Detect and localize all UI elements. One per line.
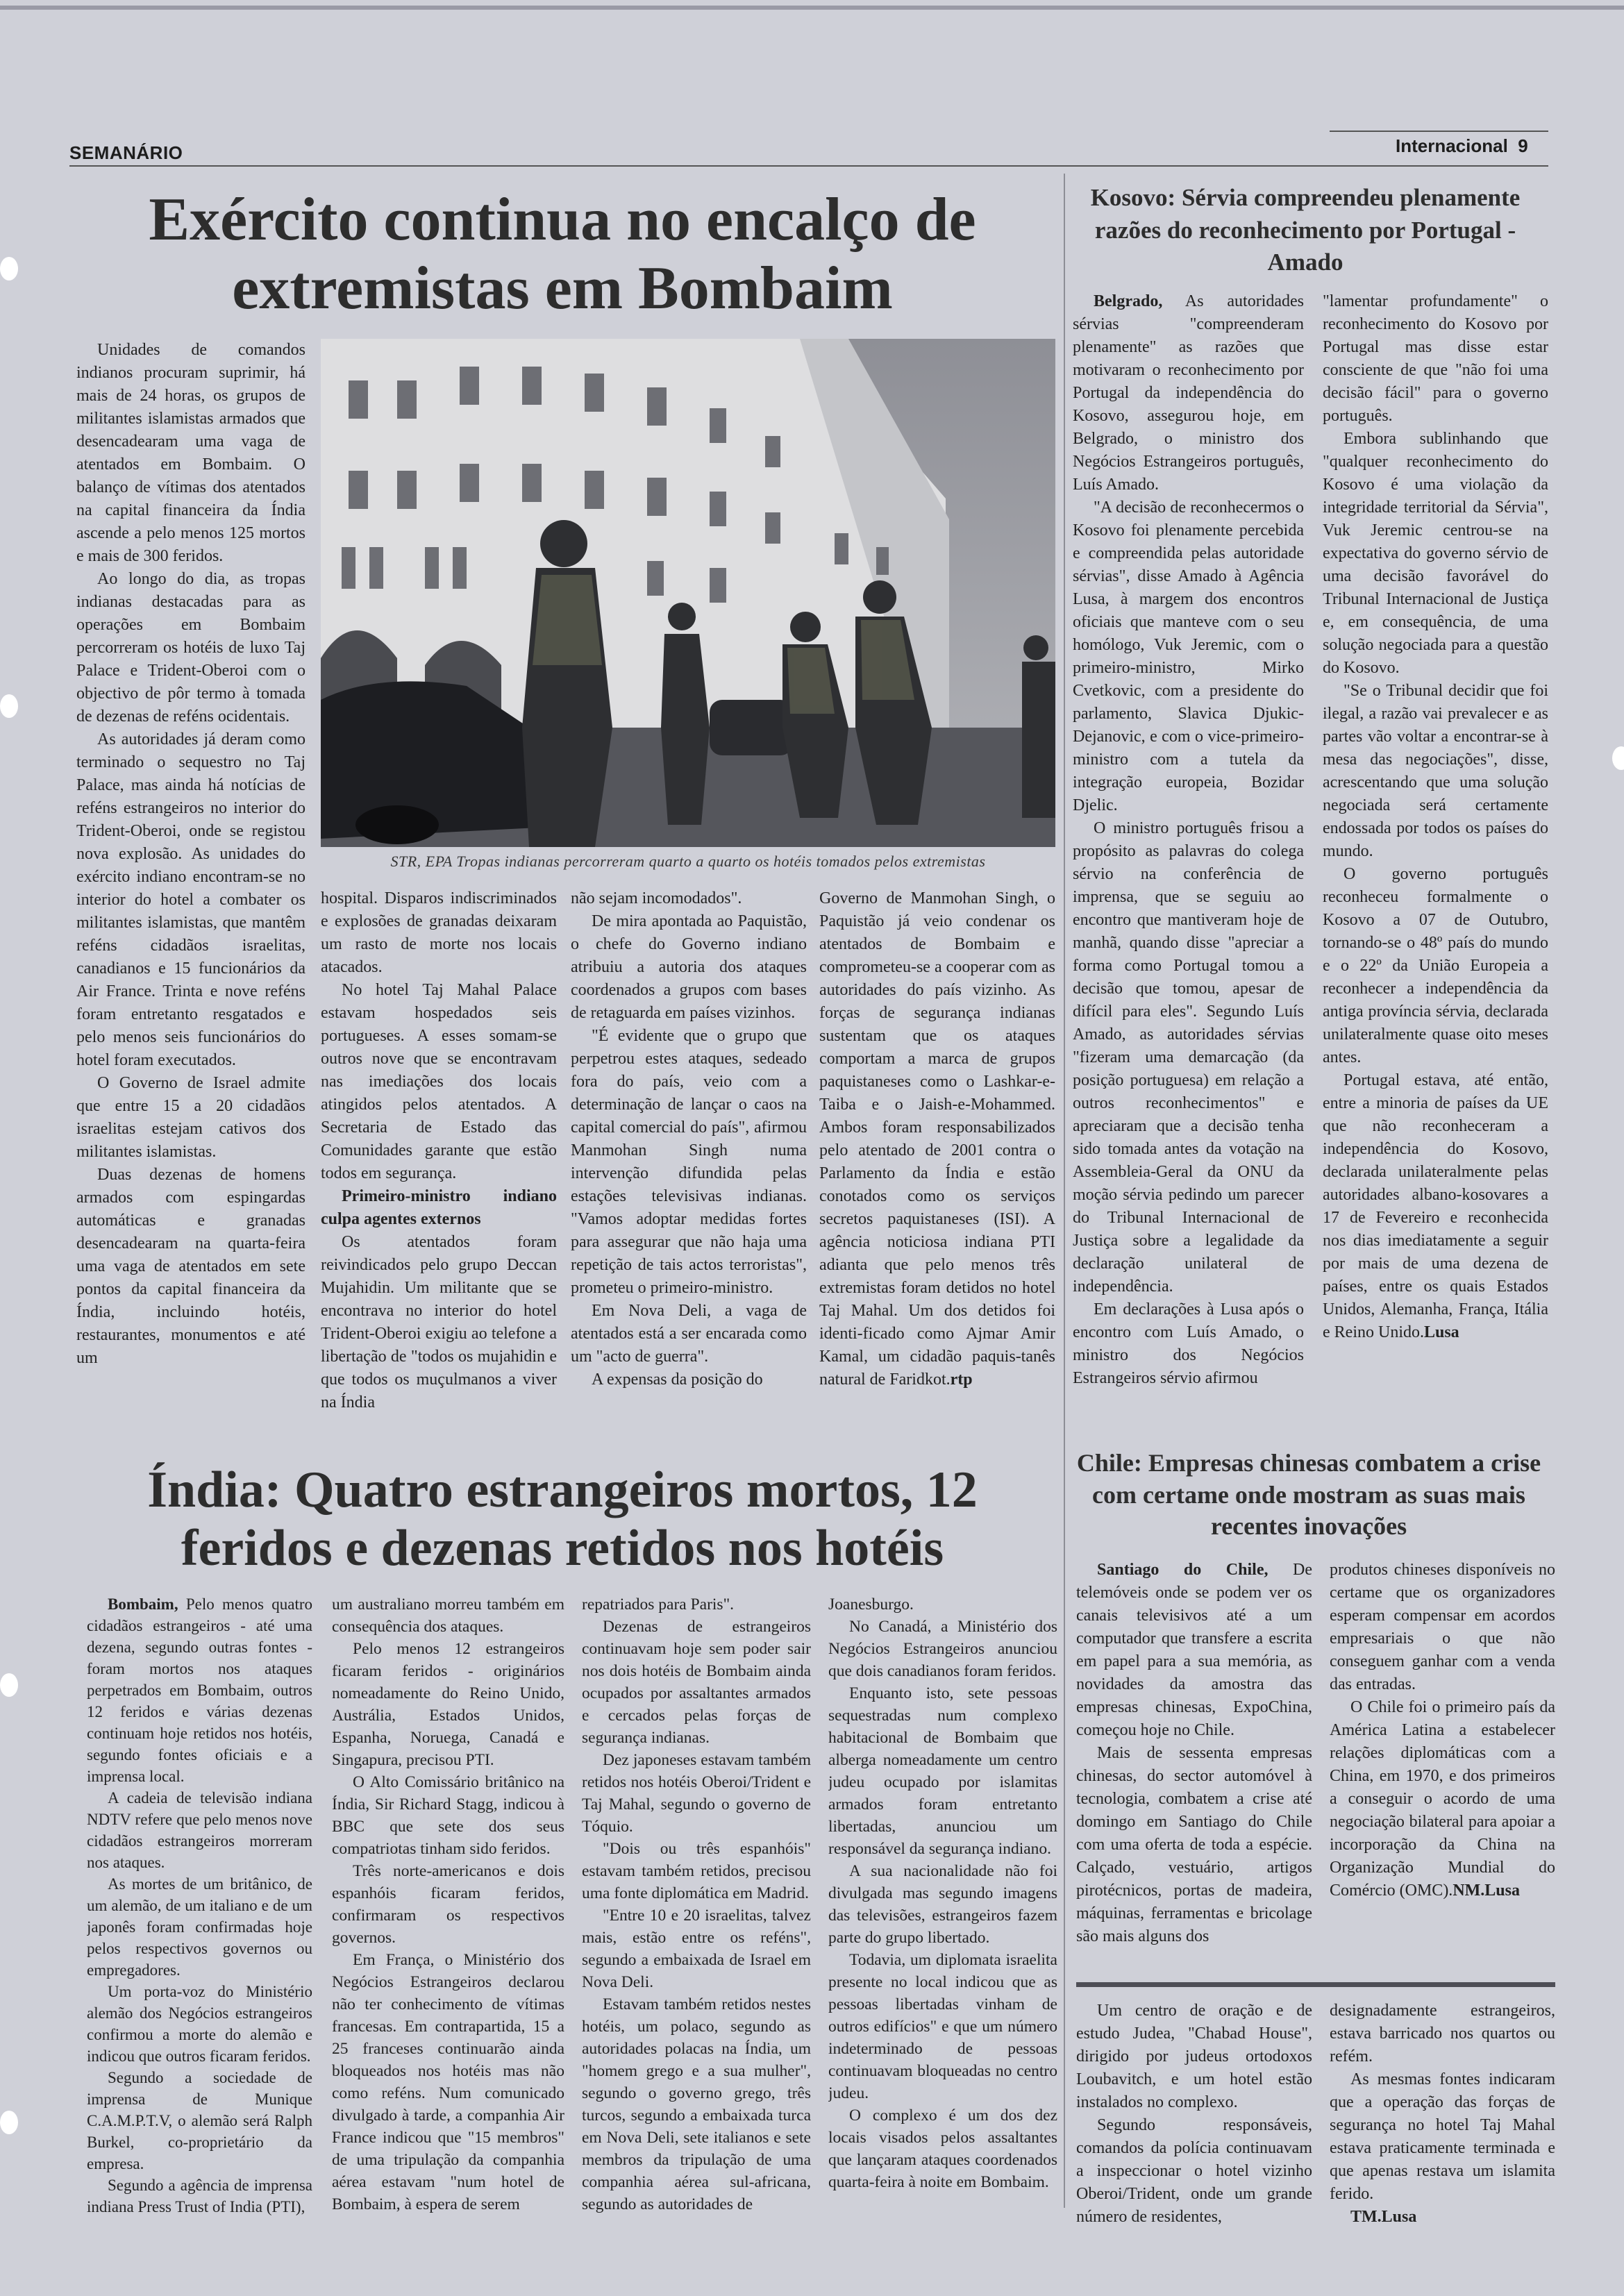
paragraph: Joanesburgo. [828,1595,914,1614]
paragraph: Duas dezenas de homens armados com espingardas automáticas e granadas desencadearam na quarta-feira uma vaga de atentados em sete pontos da capital financeira da Índia, incluindo hotéis, restaurantes, monumentos e até um [76,1166,305,1367]
paragraph: As mortes de um britânico, de um alemão, de um italiano e de um japonês foram confirmadas hoje pelos respectivos governos ou empregadores. [87,1875,312,1979]
publication-name: SEMANÁRIO [69,142,183,163]
paragraph: Segundo responsáveis, comandos da polícia continuavam a inspeccionar o hotel vizinho Oberoi/Trident, onde um grande número de residentes, [1076,2116,1312,2226]
paragraph: Santiago do Chile, De telemóveis onde se podem ver os canais televisivos até a um computador que transfere a escrita em papel para a sua memória, as novidades da amostra das empresas chinesas, ExpoChina, começou hoje no Chile. [1076,1561,1312,1739]
punch-hole [0,1673,18,1697]
paragraph: A sua nacionalidade não foi divulgada mas segundo imagens das televisões, estrangeiros fazem parte do grupo libertado. [828,1862,1057,1947]
paragraph: Dez japoneses estavam também retidos nos hotéis Oberoi/Trident e Taj Mahal, segundo o governo de Tóquio. [582,1751,811,1836]
paragraph: Segundo a agência de imprensa indiana Press Trust of India (PTI), [87,2177,312,2215]
paragraph: Embora sublinhando que "qualquer reconhecimento do Kosovo é uma violação da integridade territorial da Sérvia", Vuk Jeremic centrou-se na expectativa do governo sérvio de uma decisão favorável do Tribunal Internacional de Justiça e, em consequência, de uma solução negociada para a questão do Kosovo. [1323,430,1548,677]
kosovo-headline: Kosovo: Sérvia compreendeu plenamente razões do reconhecimento por Portugal - Amado [1090,184,1521,276]
agency-credit: rtp [950,1371,973,1389]
article-column [321,887,557,1464]
paragraph: Estavam também retidos nestes hotéis, um polaco, segundo as autoridades polacas na Índia, um "homem grego e a sua mulher", segundo o governo grego, três turcos, segundo a embaixada turca em Nova Deli, sete italianos e sete membros da tripulação de uma companhia aérea sul-africana, segundo as autoridades de [582,1995,811,2213]
paragraph: "Dois ou três espanhóis" estavam também retidos, precisou uma fonte diplomática em Madrid. [582,1840,811,1902]
agency-credit: Lusa [1423,1323,1459,1341]
paragraph: Mais de sessenta empresas chinesas, do sector automóvel à tecnologia, combatem a crise até domingo em Santiago do Chile com uma oferta de toda a espécie. Calçado, vestuário, artigos pirotécnicos, portas de madeira, máquinas, ferramentas e bricolage são mais alguns dos [1076,1744,1312,1945]
paragraph: O ministro português frisou a propósito as palavras do colega sérvio na conferência de imprensa, que se seguiu ao encontro que mantiveram hoje de manhã, quando disse "apreciar a forma como Portugal tomou a decisão que tomou, apesar de difícil para eles". Segundo Luís Amado, as autoridades sérvias "fizeram uma demarcação (da posição portuguesa) em relação a outros reconhecimentos" e apreciaram que a decisão tenha sido tomada antes da votação na Assembleia-Geral da ONU da moção sérvia pedindo um parecer do Tribunal Internacional de Justiça sobre a legalidade da declaração unilateral de independência. [1073,819,1304,1296]
paragraph: "Se o Tribunal decidir que foi ilegal, a razão vai prevalecer e as partes vão voltar a encontrar-se à mesa das negociações", disse, acrescentando que uma solução negociada será certamente endossada por todos os países do mundo. [1323,682,1548,860]
paragraph: No hotel Taj Mahal Palace estavam hospedados seis portugueses. A esses somam-se outros nove que se encontravam nas imediações dos locais atingidos pelos atentados. A Secretaria de Estado das Comunidades garante que estão todos em segurança. [321,981,557,1182]
punch-hole [0,694,18,718]
chile-headline: Chile: Empresas chinesas combatem a crise com certame onde mostram as suas mais recentes inovações [1076,1449,1541,1541]
article-column [87,1593,312,2246]
paragraph: produtos chineses disponíveis no certame que os organizadores esperam compensar em acordos empresariais o que não conseguem ganhar com a venda das entradas. [1330,1561,1555,1693]
paragraph: As autoridades já deram como terminado o sequestro no Taj Palace, mas ainda há notícias de reféns estrangeiros no interior do Trident-Oberoi, onde se registou nova explosão. As unidades do exército indiano encontram-se no interior do hotel a combater os militantes islamistas, que mantêm reféns cidadãos israelitas, canadianos e 15 funcionários da Air France. Trinta e nove reféns foram entretanto resgatados e pelo menos seis funcionários do hotel foram executados. [76,730,305,1069]
article-column [819,887,1055,1464]
article-column [571,887,807,1464]
paragraph: O Governo de Israel admite que entre 15 a 20 cidadãos israelitas estejam cativos dos militantes islamistas. [76,1074,305,1161]
paragraph: O Chile foi o primeiro país da América Latina a estabelecer relações diplomáticas com a China, em 1970, e dos primeiros a conseguir o acordo de uma negociação bilateral para apoiar a incorporação da China na Organização Mundial do Comércio (OMC).NM.Lusa [1330,1698,1555,1900]
article-column [1076,2000,1312,2243]
paragraph: A cadeia de televisão indiana NDTV refere que pelo menos nove cidadãos estrangeiros morreram nos ataques. [87,1789,312,1871]
article-photo [321,339,1055,847]
paragraph: Em França, o Ministério dos Negócios Estrangeiros declarou não ter conhecimento de vítimas francesas. Em contrapartida, 15 a 25 franceses continuarão ainda bloqueados nos hotéis mas não como reféns. Num comunicado divulgado à tarde, a companhia Air France indicou que "15 membros" de uma tripulação da companhia aérea estavam "num hotel de Bombaim, à espera de serem [332,1951,564,2213]
paragraph: "A decisão de reconhecermos o Kosovo foi plenamente percebida e compreendida pelas autoridade sérvias", disse Amado à Agência Lusa, à margem dos encontros oficiais que manteve com o seu homólogo, Vuk Jeremic, com o primeiro-ministro, Mirko Cvetkovic, com a presidente do parlamento, Slavica Djukic-Dejanovic, e com o vice-primeiro-ministro com a tutela da integração europeia, Bozidar Djelic. [1073,498,1304,814]
paragraph: Belgrado, As autoridades sérvias "compreenderam plenamente" as razões que motivaram o reconhecimento por Portugal da independência do Kosovo, assegurou hoje, em Belgrado, o ministro dos Negócios Estrangeiros português, Luís Amado. [1073,292,1304,494]
agency-credit: NM.Lusa [1453,1882,1520,1900]
article-column [582,1593,811,2246]
punch-hole [1612,746,1624,770]
paragraph: um australiano morreu também em consequência dos ataques. [332,1595,564,1636]
paragraph: Três norte-americanos e dois espanhóis ficaram feridos, confirmaram os respectivos governos. [332,1862,564,1947]
article-column [1330,2000,1555,2243]
paragraph: designadamente estrangeiros, estava barricado nos quartos ou refém. [1330,2002,1555,2065]
paragraph: Em declarações à Lusa após o encontro com Luís Amado, o ministro dos Negócios Estrangeiros sérvio afirmou [1073,1300,1304,1387]
photo-caption: STR, EPA Tropas indianas percorreram quarto a quarto os hotéis tomados pelos extremistas [390,853,986,870]
section-name: Internacional [1396,135,1508,156]
article-column [828,1593,1057,2246]
story-separator [1076,1982,1555,1987]
paragraph: Todavia, um diplomata israelita presente no local indicou que as pessoas libertadas vinham de outros edifícios" e que um número indeterminado de pessoas continuavam bloqueadas no centro judeu. [828,1951,1057,2102]
page-number: 9 [1518,135,1528,156]
paragraph: O governo português reconheceu formalmente o Kosovo a 07 de Outubro, tornando-se o 48º país do mundo e o 22º da União Europeia a reconhecer a independência da antiga província sérvia, declarada unilateralmente quase oito meses antes. [1323,865,1548,1066]
paragraph: Um centro de oração e de estudo Judea, "Chabad House", dirigido por judeus ortodoxos Loubavitch, e um hotel estão instalados no complexo. [1076,2002,1312,2111]
subheading: Primeiro-ministro indiano culpa agentes externos [321,1187,557,1228]
paragraph: "lamentar profundamente" o reconhecimento do Kosovo por Portugal mas disse estar consciente de que "não foi uma decisão fácil" para o governo português. [1323,292,1548,425]
paragraph: De mira apontada ao Paquistão, o chefe do Governo indiano atribuiu a autoria dos ataques coordenados a grupos com bases de retaguarda em países vizinhos. [571,912,807,1022]
article-column [76,339,305,1464]
paragraph: não sejam incomodados". [571,889,742,907]
paragraph: No Canadá, a Ministério dos Negócios Estrangeiros anunciou que dois canadianos foram feridos. [828,1618,1057,1680]
paragraph: As mesmas fontes indicaram que a operação das forças de segurança no hotel Taj Mahal estava praticamente terminada e que apenas restava um islamita ferido. [1330,2070,1555,2203]
punch-hole [0,2111,18,2134]
header-rule [1330,131,1548,132]
paragraph: Governo de Manmohan Singh, o Paquistão já veio condenar os atentados de Bombaim e comprometeu-se a cooperar com as autoridades do país vizinho. As forças de segurança indianas sustentam que os ataques comportam a marca de grupos paquistaneses como o Lashkar-e-Taiba e o Jaish-e-Mohammed. Ambos foram responsabilizados pelo atentado de 2001 contra o Parlamento da Índia e estão conotados como os serviços secretos paquistaneses (ISI). A agência noticiosa indiana PTI adianta que pelo menos três extremistas foram detidos no hotel Taj Mahal. Um dos detidos foi identi-ficado como Ajmar Amir Kamal, um cidadão paquis-tanês natural de Faridkot.rtp [819,889,1055,1389]
article-column [1076,1559,1312,1975]
paragraph: Um porta-voz do Ministério alemão dos Negócios estrangeiros confirmou a morte do alemão e indicou que outros ficaram feridos. [87,1983,312,2065]
paragraph: repatriados para Paris". [582,1595,735,1614]
paragraph: A expensas da posição do [592,1371,763,1389]
paragraph: Os atentados foram reivindicados pelo grupo Deccan Mujahidin. Um militante que se encontrava no interior do hotel Trident-Oberoi exigiu ao telefone a libertação de "todos os mujahidin e que todos os muçulmanos a viver na Índia [321,1233,557,1411]
paragraph: O Alto Comissário britânico na Índia, Sir Richard Stagg, indicou à BBC que sete dos seus compatriotas tinham sido feridos. [332,1773,564,1858]
main-headline: Exército continua no encalço de extremistas em Bombaim [149,186,976,322]
paragraph: Portugal estava, até então, entre a minoria de países da UE que não reconheceram a independência do Kosovo, declarada unilateralmente pelas autoridades albano-kosovares a 17 de Fevereiro e reconhecida nos dias imediatamente a seguir por mais de uma dezena de países, entre os quais Estados Unidos, Alemanha, França, Itália e Reino Unido.Lusa [1323,1071,1548,1341]
article-column [1323,290,1548,1439]
article-column [332,1593,564,2246]
header-rule [69,165,1548,167]
paragraph: hospital. Disparos indiscriminados e explosões de granadas deixaram um rasto de morte nos locais atacados. [321,889,557,976]
top-edge-line [0,6,1624,10]
punch-hole [0,257,18,280]
dateline: Belgrado, [1094,292,1163,310]
paragraph: Unidades de comandos indianos procuram suprimir, há mais de 24 horas, os grupos de militantes islamistas armados que desencadearam uma vaga de atentados em Bombaim. O balanço de vítimas dos atentados na capital financeira da Índia ascende a pelo menos 125 mortos e mais de 300 feridos. [76,341,305,565]
paragraph: O complexo é um dos dez locais visados pelos assaltantes que lançaram ataques coordenados quarta-feira à noite em Bombaim. [828,2106,1057,2191]
soldiers-hotel-photo [321,339,1055,847]
dateline: Bombaim, [108,1595,178,1613]
paragraph: Em Nova Deli, a vaga de atentados está a ser encarada como um "acto de guerra". [571,1302,807,1366]
paragraph: Segundo a sociedade de imprensa de Munique C.A.M.P.T.V, o alemão será Ralph Burkel, co-proprietário da empresa. [87,2069,312,2172]
agency-credit: TM.Lusa [1350,2208,1417,2226]
paragraph: Dezenas de estrangeiros continuavam hoje sem poder sair nos dois hotéis de Bombaim ainda ocupados por assaltantes armados e cercados pelas forças de segurança indianas. [582,1618,811,1747]
section-header [1396,135,1528,157]
paragraph: "Entre 10 e 20 israelitas, talvez mais, estão entre os reféns", segundo a embaixada de Israel em Nova Deli. [582,1907,811,1991]
india-headline: Índia: Quatro estrangeiros mortos, 12 feridos e dezenas retidos nos hotéis [147,1461,978,1577]
paragraph: "É evidente que o grupo que perpetrou estes ataques, sedeado fora do país, veio com a determinação de lançar o caos na capital comercial do país", afirmou Manmohan Singh numa intervenção difundida pelas estações televisivas indianas. "Vamos adoptar medidas fortes para assegurar que não haja uma repetição de tais actos terroristas", prometeu o primeiro-ministro. [571,1027,807,1297]
dateline: Santiago do Chile, [1097,1561,1269,1579]
paragraph: Ao longo do dia, as tropas indianas destacadas para as operações em Bombaim percorreram os hotéis de luxo Taj Palace e Trident-Oberoi com o objectivo de pôr termo à tomada de dezenas de reféns ocidentais. [76,570,305,726]
article-column [1330,1559,1555,1975]
paragraph: Pelo menos 12 estrangeiros ficaram feridos - originários nomeadamente do Reino Unido, Austrália, Estados Unidos, Espanha, Noruega, Canadá e Singapura, precisou PTI. [332,1640,564,1769]
article-column [1073,290,1304,1439]
column-divider [1064,174,1065,2208]
paragraph: Enquanto isto, sete pessoas sequestradas num complexo habitacional de Bombaim que alberga nomeadamente um centro judeu ocupado por islamitas armados foram entretanto libertadas, anunciou um responsável da segurança indiano. [828,1684,1057,1858]
paragraph: Bombaim, Pelo menos quatro cidadãos estrangeiros - até uma dezena, segundo outras fontes - foram mortos nos ataques perpetrados em Bombaim, outros 12 feridos e várias dezenas continuam hoje retidos nos hotéis, segundo fontes oficiais e a imprensa local. [87,1595,312,1785]
